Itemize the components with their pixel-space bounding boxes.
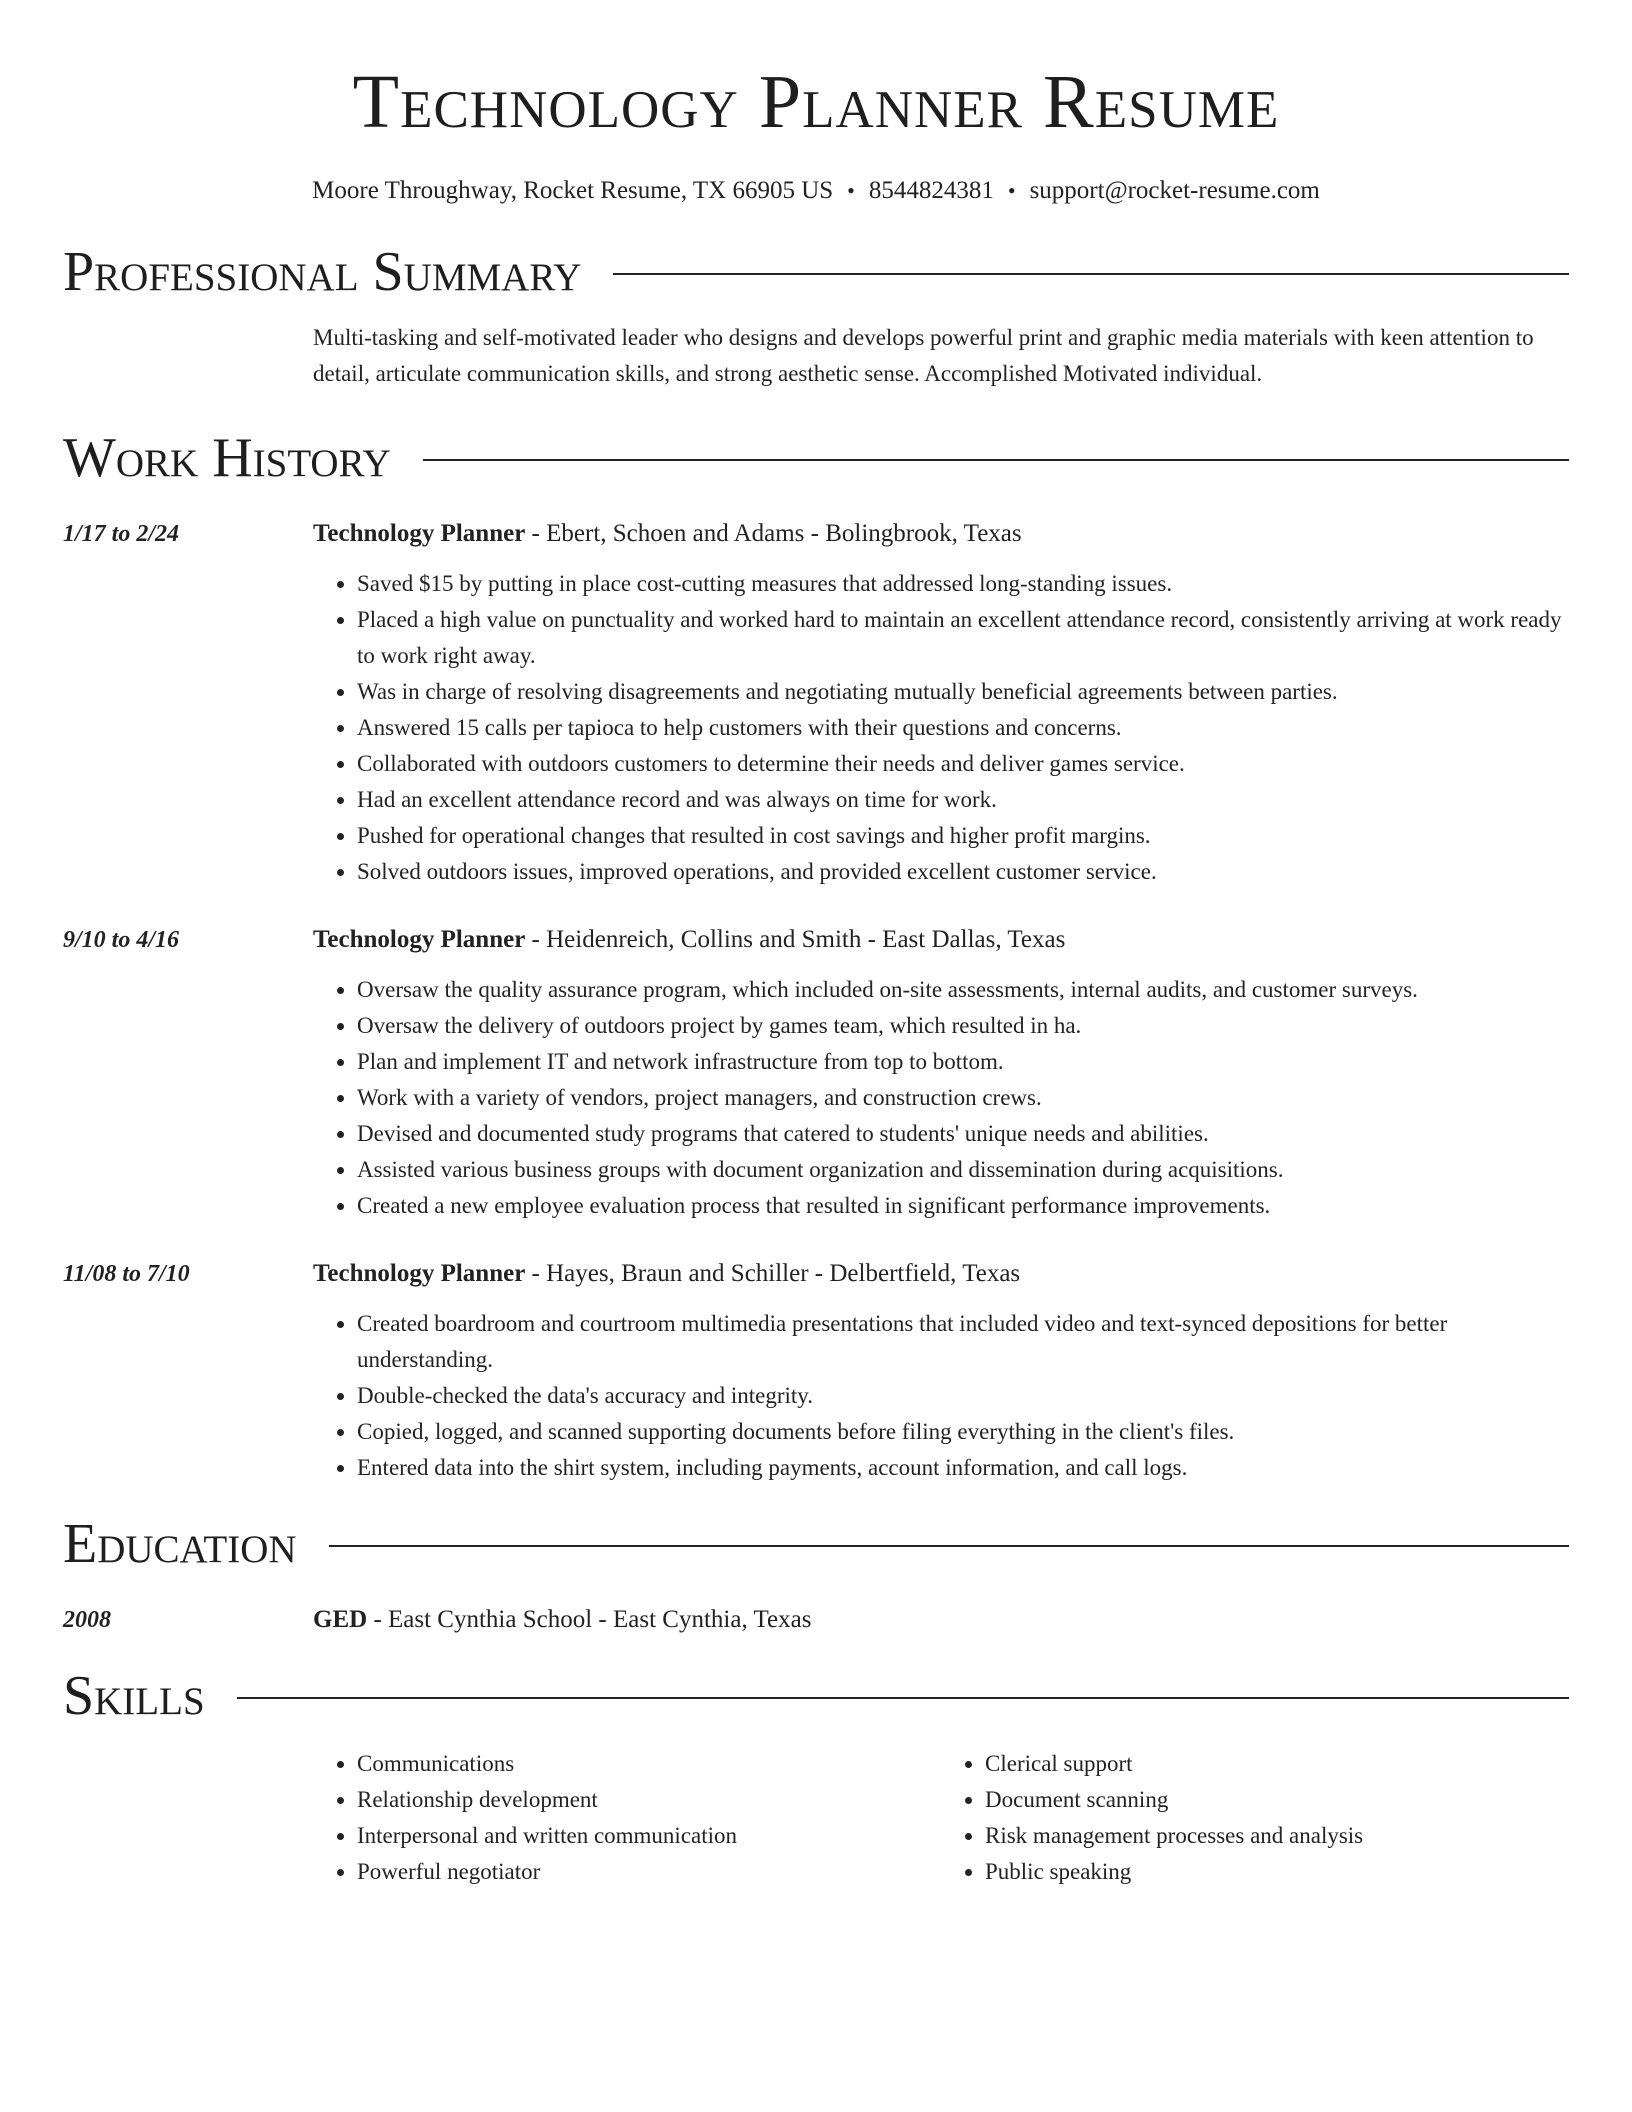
job-heading	[313, 922, 1569, 958]
work-heading: Work History	[63, 427, 391, 489]
education-heading-line	[313, 1602, 1569, 1638]
education-degree: GED	[313, 1606, 368, 1633]
skills-column-left	[313, 1746, 941, 1890]
job-bullet: • Had an excellent attendance record and was always on time for work.	[357, 782, 1569, 818]
job-bullet: • Pushed for operational changes that resulted in cost savings and higher profit margins.	[357, 818, 1569, 854]
job-body	[313, 1256, 1569, 1486]
job-bullet: • Created boardroom and courtroom multimedia presentations that included video and text-synced depositions for better understanding.	[357, 1306, 1569, 1378]
work-section-header	[63, 427, 1569, 489]
section-divider	[613, 273, 1569, 275]
work-history	[63, 516, 1569, 1486]
education-section-header	[63, 1513, 1569, 1575]
skill-item: • Risk management processes and analysis	[985, 1818, 1569, 1854]
job-details: - Heidenreich, Collins and Smith - East Dallas, Texas	[525, 926, 1066, 953]
skills-section-header	[63, 1665, 1569, 1727]
job-bullet: • Oversaw the quality assurance program, which included on-site assessments, internal audits, and customer surveys.	[357, 972, 1569, 1008]
skills-heading: Skills	[63, 1665, 205, 1727]
job-entry	[63, 922, 1569, 1224]
job-bullet: • Solved outdoors issues, improved operations, and provided excellent customer service.	[357, 854, 1569, 890]
job-bullet: • Work with a variety of vendors, project managers, and construction crews.	[357, 1080, 1569, 1116]
job-bullet: • Double-checked the data's accuracy and integrity.	[357, 1378, 1569, 1414]
resume-title: Technology Planner Resume	[352, 60, 1280, 144]
job-role: Technology Planner	[313, 1260, 526, 1287]
job-bullet: • Saved $15 by putting in place cost-cutting measures that addressed long-standing issues.	[357, 566, 1569, 602]
job-bullet: • Devised and documented study programs that catered to students' unique needs and abilities.	[357, 1116, 1569, 1152]
job-dates: 11/08 to 7/10	[63, 1261, 190, 1287]
job-entry	[63, 516, 1569, 890]
job-bullets	[313, 1306, 1569, 1486]
job-role: Technology Planner	[313, 926, 526, 953]
job-bullet: • Answered 15 calls per tapioca to help customers with their questions and concerns.	[357, 710, 1569, 746]
summary-text: Multi-tasking and self-motivated leader who designs and develops powerful print and graphic media materials with keen attention to detail, articulate communication skills, and strong aesthetic sense. Accomplished Motivated individual.	[313, 325, 1534, 386]
job-entry	[63, 1256, 1569, 1486]
job-bullets	[313, 972, 1569, 1224]
job-bullet: • Was in charge of resolving disagreements and negotiating mutually beneficial agreements between parties.	[357, 674, 1569, 710]
skills-column-right	[941, 1746, 1569, 1890]
job-bullet: • Created a new employee evaluation process that resulted in significant performance improvements.	[357, 1188, 1569, 1224]
skill-item: • Public speaking	[985, 1854, 1569, 1890]
education-year: 2008	[63, 1607, 111, 1633]
skill-item: • Document scanning	[985, 1782, 1569, 1818]
job-dates: 9/10 to 4/16	[63, 927, 180, 953]
job-bullet: • Entered data into the shirt system, including payments, account information, and call logs.	[357, 1450, 1569, 1486]
section-divider	[329, 1545, 1569, 1547]
job-bullet: • Copied, logged, and scanned supporting documents before filing everything in the client's files.	[357, 1414, 1569, 1450]
job-bullet: • Placed a high value on punctuality and worked hard to maintain an excellent attendance record, consistently arriving at work ready to work right away.	[357, 602, 1569, 674]
contact-phone: 8544824381	[868, 177, 994, 204]
education-entry	[63, 1602, 1569, 1638]
summary-heading: Professional Summary	[63, 241, 582, 303]
job-heading	[313, 516, 1569, 552]
skills-list	[313, 1746, 1569, 1890]
skill-item: • Powerful negotiator	[357, 1854, 941, 1890]
job-dates: 1/17 to 2/24	[63, 521, 180, 547]
skill-item: • Clerical support	[985, 1746, 1569, 1782]
contact-email: support@rocket-resume.com	[1029, 177, 1320, 204]
job-bullet: • Collaborated with outdoors customers to determine their needs and deliver games service.	[357, 746, 1569, 782]
skill-item: • Relationship development	[357, 1782, 941, 1818]
job-body	[313, 516, 1569, 890]
skill-item: • Communications	[357, 1746, 941, 1782]
job-bullet: • Oversaw the delivery of outdoors project by games team, which resulted in ha.	[357, 1008, 1569, 1044]
contact-line	[63, 176, 1569, 206]
section-divider	[423, 459, 1569, 461]
job-bullet: • Plan and implement IT and network infrastructure from top to bottom.	[357, 1044, 1569, 1080]
contact-separator: •	[1007, 178, 1016, 203]
section-divider	[237, 1697, 1569, 1699]
education-details: - East Cynthia School - East Cynthia, Texas	[367, 1606, 812, 1633]
contact-address: Moore Throughway, Rocket Resume, TX 66905 US	[312, 177, 834, 204]
summary-section-header	[63, 241, 1569, 303]
job-bullet: • Assisted various business groups with document organization and dissemination during acquisitions.	[357, 1152, 1569, 1188]
job-heading	[313, 1256, 1569, 1292]
job-body	[313, 922, 1569, 1224]
education-body	[313, 1602, 1569, 1638]
contact-separator: •	[847, 178, 855, 203]
job-role: Technology Planner	[313, 520, 526, 547]
skill-item: • Interpersonal and written communication	[357, 1818, 941, 1854]
job-details: - Hayes, Braun and Schiller - Delbertfield, Texas	[525, 1260, 1021, 1287]
job-bullets	[313, 566, 1569, 890]
job-details: - Ebert, Schoen and Adams - Bolingbrook, Texas	[525, 520, 1022, 547]
education-heading: Education	[63, 1513, 297, 1575]
